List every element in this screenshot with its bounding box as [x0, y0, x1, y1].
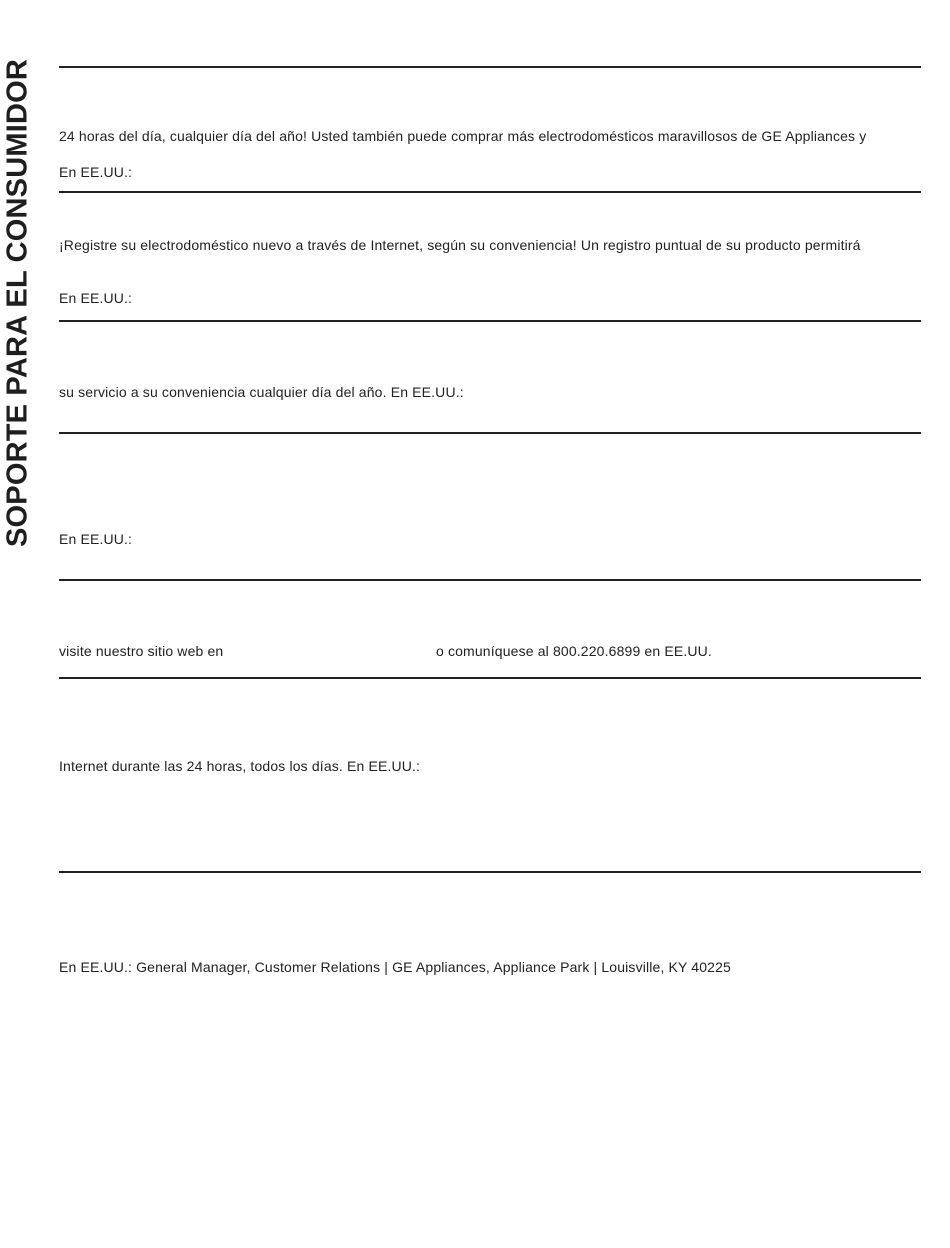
divider-2	[59, 320, 921, 322]
mailing-address: En EE.UU.: General Manager, Customer Relations | GE Appliances, Appliance Park | Louisville, KY 40225	[59, 959, 731, 975]
section-service-text: su servicio a su conveniencia cualquier día del año. En EE.UU.:	[59, 384, 464, 400]
divider-3	[59, 432, 921, 434]
section-registration-text: ¡Registre su electrodoméstico nuevo a través de Internet, según su conveniencia! Un registro puntual de su producto permitirá	[59, 237, 861, 253]
section-support-text: 24 horas del día, cualquier día del año! Usted también puede comprar más electrodomésticos maravillosos de GE Appliances y	[59, 128, 867, 144]
section-internet-text: Internet durante las 24 horas, todos los días. En EE.UU.:	[59, 758, 421, 774]
divider-5	[59, 677, 921, 679]
section-contact-phone-text: o comuníquese al 800.220.6899 en EE.UU.	[436, 643, 712, 659]
divider-top	[59, 66, 921, 68]
section-support-region: En EE.UU.:	[59, 164, 133, 180]
section-registration-region: En EE.UU.:	[59, 290, 133, 306]
divider-4	[59, 579, 921, 581]
side-title-text: SOPORTE PARA EL CONSUMIDOR	[1, 58, 34, 548]
divider-1	[59, 191, 921, 193]
section-parts-region: En EE.UU.:	[59, 531, 133, 547]
section-contact-website-text: visite nuestro sitio web en	[59, 643, 224, 659]
divider-6	[59, 871, 921, 873]
side-title	[0, 0, 36, 600]
